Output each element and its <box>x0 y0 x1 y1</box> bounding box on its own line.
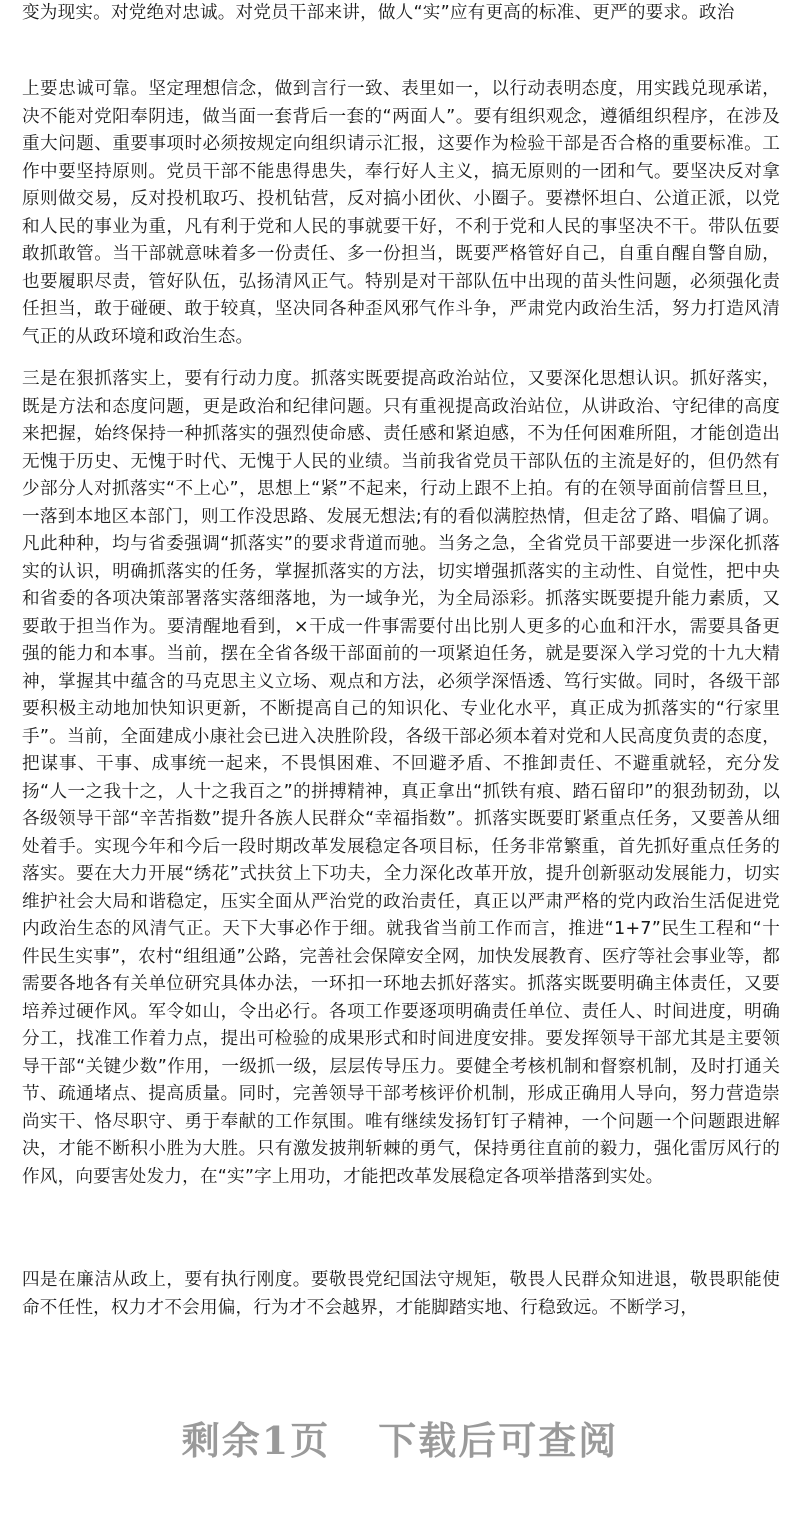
download-prompt-banner[interactable] <box>0 1410 800 1465</box>
download-to-view-label: 下载后可查阅 <box>378 1418 619 1463</box>
paragraph-continued-text: 变为现实。对党绝对忠诚。对党员干部来讲，做人“实”应有更高的标准、更严的要求。政治 <box>22 3 735 23</box>
paragraph-political-loyalty: 上要忠诚可靠。坚定理想信念，做到言行一致、表里如一，以行动表明态度，用实践兑现承诺，决不能对党阳奉阴违，做当面一套背后一套的“两面人”。要有组织观念，遵循组织程序，在涉及重大问题、重要事项时必须按规定向组织请示汇报，这要作为检验干部是否合格的重要标准。工作中要坚持原则。党员干部不能患得患失，奉行好人主义，搞无原则的一团和气。要坚决反对拿原则做交易，反对投机取巧、投机钻营，反对搞小团伙、小圈子。要襟怀坦白、公道正派，以党和人民的事业为重，凡有利于党和人民的事就要干好，不利于党和人民的事坚决不干。带队伍要敢抓敢管。当干部就意味着多一份责任、多一份担当，既要严格管好自己，自重自醒自警自励，也要履职尽责，管好队伍，弘扬清风正气。特别是对干部队伍中出现的苗头性问题，必须强化责任担当，敢于碰硬、敢于较真，坚决同各种歪风邪气作斗争，严肃党内政治生活，努力打造风清气正的从政环境和政治生态。 <box>22 79 780 347</box>
paragraph-implementation: 三是在狠抓落实上，要有行动力度。抓落实既要提高政治站位，又要深化思想认识。抓好落实，既是方法和态度问题，更是政治和纪律问题。只有重视提高政治站位，从讲政治、守纪律的高度来把握，始终保持一种抓落实的强烈使命感、责任感和紧迫感，不为任何困难所阻，才能创造出无愧于历史、无愧于时代、无愧于人民的业绩。当前我省党员干部队伍的主流是好的，但仍然有少部分人对抓落实“不上心”，思想上“紧”不起来，行动上跟不上拍。有的在领导面前信誓旦旦，一落到本地区本部门，则工作没思路、发展无想法;有的看似满腔热情，但走岔了路、唱偏了调。凡此种种，均与省委强调“抓落实”的要求背道而驰。当务之急，全省党员干部要进一步深化抓落实的认识，明确抓落实的任务，掌握抓落实的方法，切实增强抓落实的主动性、自觉性，把中央和省委的各项决策部署落实落细落地，为一域争光，为全局添彩。抓落实既要提升能力素质，又要敢于担当作为。要清醒地看到，×干成一件事需要付出比别人更多的心血和汗水，需要具备更强的能力和本事。当前，摆在全省各级干部面前的一项紧迫任务，就是要深入学习党的十九大精神，掌握其中蕴含的马克思主义立场、观点和方法，必须学深悟透、笃行实做。同时，各级干部要积极主动地加快知识更新，不断提高自己的知识化、专业化水平，真正成为抓落实的“行家里手”。当前，全面建成小康社会已进入决胜阶段，各级干部必须本着对党和人民高度负责的态度，把谋事、干事、成事统一起来，不畏惧困难、不回避矛盾、不推卸责任、不避重就轻，充分发扬“人一之我十之，人十之我百之”的拼搏精神，真正拿出“抓铁有痕、踏石留印”的狠劲韧劲，以各级领导干部“辛苦指数”提升各族人民群众“幸福指数”。抓落实既要盯紧重点任务，又要善从细处着手。实现今年和今后一段时期改革发展稳定各项目标，任务非常繁重，首先抓好重点任务的落实。要在大力开展“绣花”式扶贫上下功夫，全力深化改革开放，提升创新驱动发展能力，切实维护社会大局和谐稳定，压实全面从严治党的政治责任，真正以严肃严格的党内政治生活促进党内政治生态的风清气正。天下大事必作于细。就我省当前工作而言，推进“1+7”民生工程和“十件民生实事”，农村“组组通”公路，完善社会保障安全网，加快发展教育、医疗等社会事业等，都需要各地各有关单位研究具体办法，一环扣一环地去抓好落实。抓落实既要明确主体责任，又要培养过硬作风。军令如山，令出必行。各项工作要逐项明确责任单位、责任人、时间进度，明确分工，找准工作着力点，提出可检验的成果形式和时间进度安排。要发挥领导干部尤其是主要领导干部“关键少数”作用，一级抓一级，层层传导压力。要健全考核机制和督察机制，及时打通关节、疏通堵点、提高质量。同时，完善领导干部考核评价机制，形成正确用人导向，努力营造崇尚实干、恪尽职守、勇于奉献的工作氛围。唯有继续发扬钉钉子精神，一个问题一个问题跟进解决，才能不断积小胜为大胜。只有激发披荆斩棘的勇气，保持勇往直前的毅力，强化雷厉风行的作风，向要害处发力，在“实”字上用功，才能把改革发展稳定各项举措落到实处。 <box>22 369 780 1187</box>
remaining-pages-label: 剩余1页 <box>181 1418 331 1463</box>
paragraph-integrity: 四是在廉洁从政上，要有执行刚度。要敬畏党纪国法守规矩，敬畏人民群众知进退，敬畏职能使命不任性，权力才不会用偏，行为才不会越界，才能脚踏实地、行稳致远。不断学习， <box>22 1270 780 1318</box>
